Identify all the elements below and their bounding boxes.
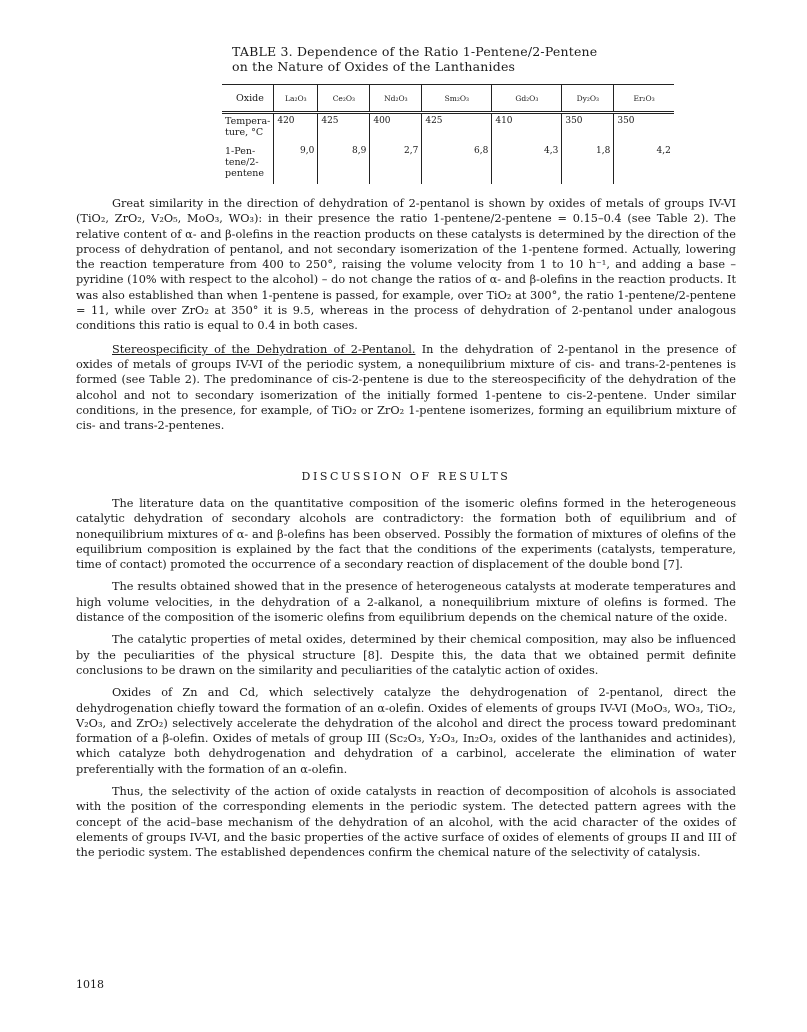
cell-temp-la2o3: 420 [274,113,318,145]
header-la2o3: La₂O₃ [274,85,318,113]
cell-ratio-nd2o3: 2,7 [370,144,422,184]
paragraph-catalytic-properties: The catalytic properties of metal oxides, determined by their chemical composition, may also be influenced by the peculiarities of the physical structure [8]. Despite this, the data that we obtained permit definite conclusions to be drawn on the similarity and peculiarities of the catalytic action of oxides. [76,633,736,677]
table-row-temperature [222,113,674,145]
cell-ratio-gd2o3: 4,3 [492,144,562,184]
paragraph-oxides-zn-cd: Oxides of Zn and Cd, which selectively catalyze the dehydrogenation of 2-pentanol, direct the dehydrogenation chiefly toward the formation of an α-olefin. Oxides of elements of groups IV-VI (MoO₃, WO₃, TiO₂, V₂O₃, and ZrO₂) selectively accelerate the dehydration of the alcohol and direct the process toward predominant formation of a β-olefin. Oxides of metals of group III (Sc₂O₃, Y₂O₃, In₂O₃, oxides of the lanthanides and actinides), which catalyze both dehydrogenation and dehydration of a carbinol, accelerate the elimination of water preferentially with the formation of an α-olefin. [76,686,736,776]
table-caption-line-2: on the Nature of Oxides of the Lanthanides [232,59,516,74]
header-dy2o3: Dy₂O₃ [562,85,614,113]
row-label-pentene-ratio: 1-Pen- tene/2- pentene [225,146,265,179]
paragraph-similarity-dehydration: Great similarity in the direction of dehydration of 2-pentanol is shown by oxides of metals of groups IV-VI (TiO₂, ZrO₂, V₂O₅, MoO₃, WO₃): in their presence the ratio 1-pentene/2-pentene = 0.15–0.4 (see Table 2). The relative content of α- and β-olefins in the reaction products on these catalysts is determined by the direction of the process of dehydration of pentanol, and not secondary isomerization of the 1-pentene formed. Actually, lowering the reaction temperature from 400 to 250°, raising the volume velocity from 1 to 10 h⁻¹, and adding a base – pyridine (10% with respect to the alcohol) – do not change the ratios of α- and β-olefins in the reaction products. It was also established than when 1-pentene is passed, for example, over TiO₂ at 300°, the ratio 1-pentene/2-pentene = 11, while over ZrO₂ at 350° it is 9.5, whereas in the process of dehydration of 2-pentanol under analogous conditions this ratio is equal to 0.4 in both cases. [76,197,736,333]
row-label-temperature: Tempera- ture, °C [225,116,271,138]
table-caption-line-1: TABLE 3. Dependence of the Ratio 1-Pentene/2-Pentene [232,44,598,59]
header-oxide: Oxide [222,85,274,113]
cell-ratio-sm2o3: 6,8 [422,144,492,184]
cell-temp-nd2o3: 400 [370,113,422,145]
cell-temp-gd2o3: 410 [492,113,562,145]
page-number: 1018 [76,978,104,991]
section-heading-discussion: DISCUSSION OF RESULTS [301,470,511,483]
header-gd2o3: Gd₂O₃ [492,85,562,113]
lanthanide-oxide-table [222,84,674,184]
cell-ratio-la2o3: 9,0 [274,144,318,184]
header-nd2o3: Nd₂O₃ [370,85,422,113]
header-er2o3: Er₂O₃ [614,85,674,113]
runin-heading-stereospecificity: Stereospecificity of the Dehydration of 2-Pentanol. [112,342,416,356]
cell-ratio-ce2o3: 8,9 [318,144,370,184]
paragraph-conclusion: Thus, the selectivity of the action of oxide catalysts in reaction of decomposition of alcohols is associated with the position of the corresponding elements in the periodic system. The detected pattern agrees with the concept of the acid–base mechanism of the dehydration of an alcohol, with the acid character of the oxides of elements of groups IV-VI, and the basic properties of the active surface of oxides of elements of groups II and III of the periodic system. The established dependences confirm the chemical nature of the selectivity of catalysis. [76,785,736,860]
header-ce2o3: Ce₂O₃ [318,85,370,113]
paragraph-group-1 [76,196,736,433]
cell-ratio-dy2o3: 1,8 [562,144,614,184]
table-header-row [222,85,674,113]
paragraph-group-2 [76,496,736,861]
cell-temp-er2o3: 350 [614,113,674,145]
table-caption [232,44,612,74]
paragraph-stereospecificity-body: In the dehydration of 2-pentanol in the presence of oxides of metals of groups IV-VI of the periodic system, a nonequilibrium mixture of cis- and trans-2-pentenes is formed (see Table 2). The predominance of cis-2-pentene is due to the stereospecificity of the dehydration of the alcohol and not to secondary isomerization of the initially formed 1-pentene to cis-2-pentene. Under similar conditions, in the presence, for example, of TiO₂ or ZrO₂ 1-pentene isomerizes, forming an equilibrium mixture of cis- and trans-2-pentenes. [76,342,736,433]
cell-temp-sm2o3: 425 [422,113,492,145]
cell-temp-dy2o3: 350 [562,113,614,145]
table-row-pentene-ratio [222,144,674,184]
paragraph-literature-data: The literature data on the quantitative composition of the isomeric olefins formed in the heterogeneous catalytic dehydration of secondary alcohols are contradictory: the formation both of equilibrium and of nonequilibrium mixtures of α- and β-olefins has been observed. Possibly the formation of mixtures of olefins of the equilibrium composition is explained by the fact that the conditions of the experiments (catalysts, temperature, time of contact) promoted the occurrence of a secondary reaction of displacement of the double bond [7]. [76,497,736,572]
cell-temp-ce2o3: 425 [318,113,370,145]
paragraph-results-obtained: The results obtained showed that in the presence of heterogeneous catalysts at moderate temperatures and high volume velocities, in the dehydration of a 2-alkanol, a nonequilibrium mixture of olefins is formed. The distance of the composition of the isomeric olefins from equilibrium depends on the chemical nature of the oxide. [76,580,736,625]
cell-ratio-er2o3: 4,2 [614,144,674,184]
paragraph-stereospecificity [76,342,736,434]
header-sm2o3: Sm₂O₃ [422,85,492,113]
